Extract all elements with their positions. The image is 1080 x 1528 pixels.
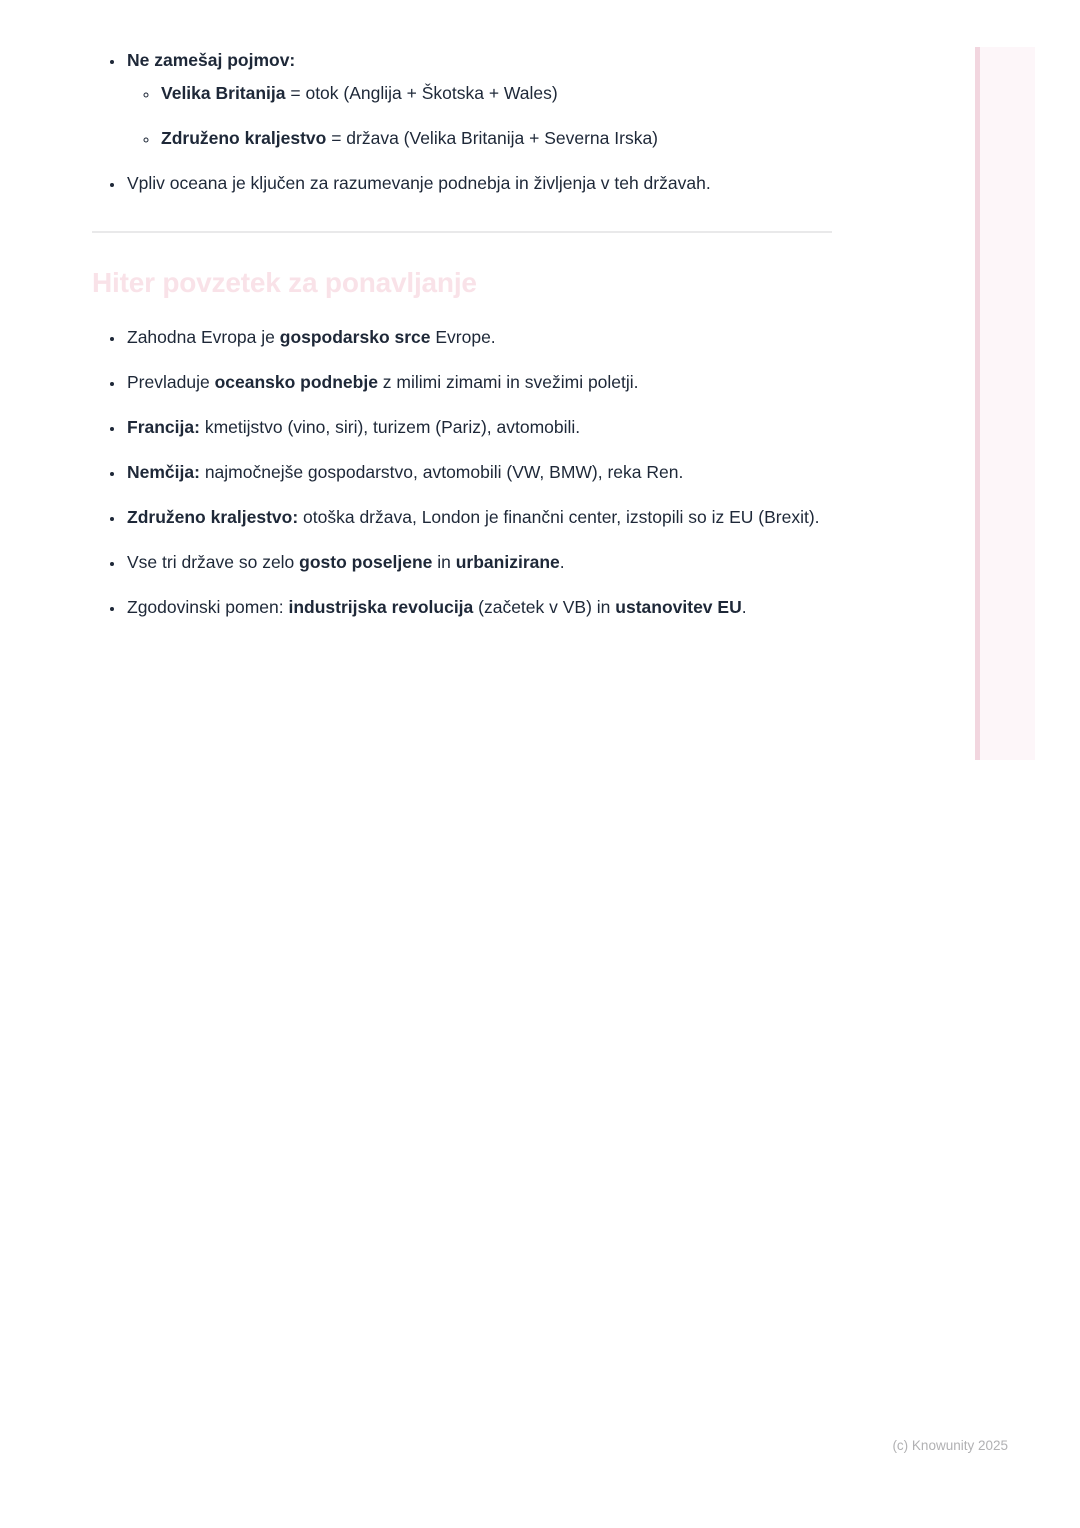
page-copyright: (c) Knowunity 2025 <box>892 1438 1008 1453</box>
text-run: Vpliv oceana je ključen za razumevanje podnebja in življenja v teh državah. <box>127 173 711 193</box>
text-run: Vse tri države so zelo <box>127 552 300 572</box>
text-run: Zahodna Evropa je <box>127 327 280 347</box>
bold-text-run: Ne zamešaj pojmov: <box>127 50 296 70</box>
list-item <box>125 456 834 489</box>
bold-text-run: industrijska revolucija <box>288 597 474 617</box>
text-run: Evrope. <box>430 327 496 347</box>
bold-text-run: gosto poseljene <box>299 552 433 572</box>
text-run: . <box>559 552 565 572</box>
bold-text-run: Nemčija: <box>127 462 200 482</box>
section-divider <box>92 231 832 233</box>
list-item <box>125 546 834 579</box>
text-run: Zgodovinski pomen: <box>127 597 289 617</box>
list-item <box>125 167 834 200</box>
bold-text-run: Velika Britanija <box>161 83 286 103</box>
text-run: = otok (Anglija + Škotska + Wales) <box>285 83 558 103</box>
list-item <box>125 411 834 444</box>
list-item <box>125 44 834 155</box>
bold-text-run: Združeno kraljestvo <box>161 128 327 148</box>
text-run: z milimi zimami in svežimi poletji. <box>377 372 639 392</box>
bold-text-run: Združeno kraljestvo: <box>127 507 299 527</box>
highlight-stripe-wash <box>980 47 1035 760</box>
text-run: najmočnejše gospodarstvo, avtomobili (VW, BMW), reka Ren. <box>199 462 684 482</box>
bold-text-run: oceansko podnebje <box>214 372 378 392</box>
text-run: = država (Velika Britanija + Severna Irska) <box>326 128 659 148</box>
bold-text-run: ustanovitev EU <box>615 597 742 617</box>
intro-list <box>92 44 834 200</box>
list-item <box>159 77 834 110</box>
list-item <box>125 591 834 624</box>
bold-text-run: urbanizirane <box>455 552 560 572</box>
list-item <box>125 321 834 354</box>
text-run: in <box>432 552 456 572</box>
text-run: Prevladuje <box>127 372 215 392</box>
section-heading: Hiter povzetek za ponavljanje <box>92 267 477 298</box>
summary-list <box>92 321 834 624</box>
text-run: (začetek v VB) in <box>473 597 616 617</box>
list-item <box>125 501 834 534</box>
text-run: kmetijstvo (vino, siri), turizem (Pariz), avtomobili. <box>199 417 581 437</box>
sub-list <box>127 77 834 155</box>
bold-text-run: Francija: <box>127 417 200 437</box>
text-run: otoška država, London je finančni center, izstopili so iz EU (Brexit). <box>298 507 820 527</box>
page-content <box>92 44 834 636</box>
list-item <box>125 366 834 399</box>
list-item <box>159 122 834 155</box>
bold-text-run: gospodarsko srce <box>279 327 431 347</box>
text-run: . <box>741 597 747 617</box>
